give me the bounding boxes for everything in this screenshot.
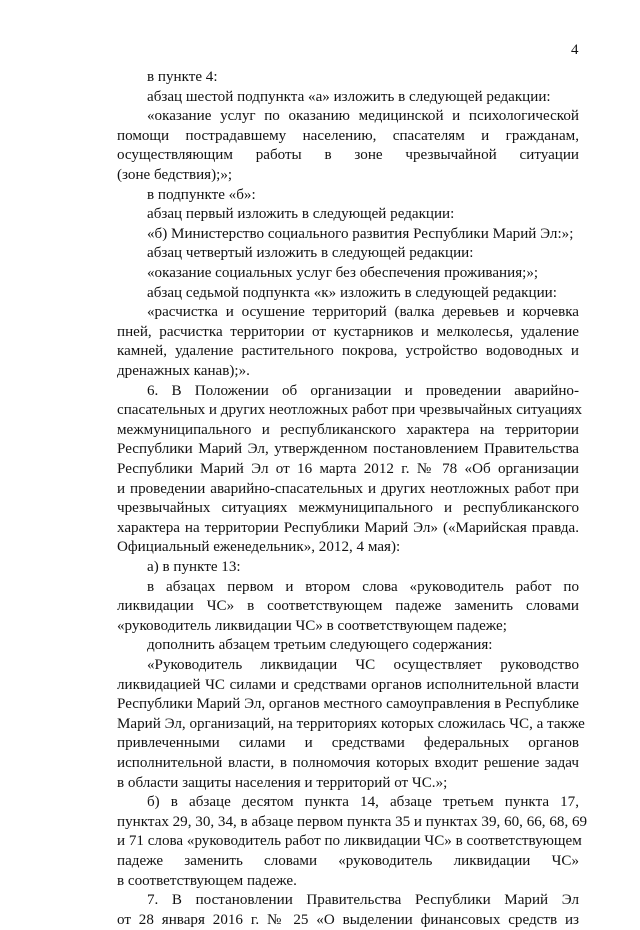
text-line: 6. В Положении об организации и проведении аварийно- bbox=[147, 382, 579, 399]
text-line: помощи пострадавшему населению, спасателям и гражданам, bbox=[117, 127, 579, 144]
text-line: абзац четвертый изложить в следующей редакции: bbox=[147, 245, 474, 262]
text-line: ликвидации ЧС» в соответствующем падеже заменить словами bbox=[117, 598, 579, 615]
text-line: Официальный еженедельник», 2012, 4 мая): bbox=[117, 539, 401, 556]
text-line: «б) Министерство социального развития Республики Марий Эл:»; bbox=[147, 225, 574, 242]
text-line: падеже заменить словами «руководитель ликвидации ЧС» bbox=[117, 853, 579, 869]
text-line: б) в абзаце десятом пункта 14, абзаце третьем пункта 17, bbox=[147, 794, 579, 811]
text-line: спасательных и других неотложных работ при чрезвычайных ситуациях bbox=[117, 402, 583, 419]
text-line: «Руководитель ликвидации ЧС осуществляет руководство bbox=[147, 657, 579, 673]
text-line: «оказание социальных услуг без обеспечения проживания;»; bbox=[147, 265, 539, 281]
text-line: Республики Марий Эл, органов местного самоуправления в Республике bbox=[117, 696, 579, 713]
text-line: «руководитель ликвидации ЧС» в соответствующем падеже; bbox=[117, 617, 507, 634]
text-line: в подпункте «б»: bbox=[147, 186, 256, 203]
text-line: межмуниципального и республиканского характера на территории bbox=[117, 421, 579, 438]
text-line: привлеченными силами и средствами федеральных органов bbox=[117, 735, 579, 752]
text-line: исполнительной власти, в полномочия которых входит решение задач bbox=[117, 755, 579, 771]
text-line: от 28 января 2016 г. № 25 «О выделении финансовых средств из bbox=[117, 911, 579, 928]
text-line: Республики Марий Эл, утвержденном постановлением Правительства bbox=[117, 441, 579, 458]
text-line: в абзацах первом и втором слова «руководитель работ по bbox=[147, 578, 579, 595]
text-line: в пункте 4: bbox=[147, 69, 218, 85]
text-line: пней, расчистка территории от кустарников и мелколесья, удаление bbox=[117, 323, 579, 340]
text-line: и проведении аварийно-спасательных и других неотложных работ при bbox=[117, 480, 579, 497]
text-line: дренажных канав);». bbox=[117, 363, 250, 379]
text-line: и 71 слова «руководитель работ по ликвидации ЧС» в соответствующем bbox=[117, 833, 582, 850]
text-line: абзац седьмой подпункта «к» изложить в следующей редакции: bbox=[147, 284, 557, 301]
text-line: в соответствующем падеже. bbox=[117, 872, 297, 889]
text-line: ликвидацией ЧС силами и средствами органов исполнительной власти bbox=[117, 676, 579, 693]
text-line: «расчистка и осушение территорий (валка деревьев и корчевка bbox=[147, 304, 579, 321]
page-number: 4 bbox=[571, 42, 579, 58]
text-line: дополнить абзацем третьим следующего содержания: bbox=[147, 637, 493, 654]
text-line: камней, удаление растительного покрова, устройство водоводных и bbox=[117, 343, 579, 360]
text-line: 7. В постановлении Правительства Республики Марий Эл bbox=[147, 892, 579, 909]
text-line: Марий Эл, организаций, на территориях которых сложилась ЧС, а также bbox=[117, 715, 585, 732]
text-line: «оказание услуг по оказанию медицинской и психологической bbox=[147, 108, 579, 125]
text-line: (зоне бедствия);»; bbox=[117, 167, 233, 183]
text-line: а) в пункте 13: bbox=[147, 559, 241, 575]
text-line: осуществляющим работы в зоне чрезвычайной ситуации bbox=[117, 147, 579, 164]
text-line: пунктах 29, 30, 34, в абзаце первом пункта 35 и пунктах 39, 60, 66, 68, 69 bbox=[117, 813, 588, 830]
text-line: в области защиты населения и территорий от ЧС.»; bbox=[117, 774, 448, 791]
text-line: абзац первый изложить в следующей редакции: bbox=[147, 206, 455, 223]
text-line: абзац шестой подпункта «а» изложить в следующей редакции: bbox=[147, 88, 551, 105]
text-line: характера на территории Республики Марий Эл» («Марийская правда. bbox=[117, 519, 579, 536]
text-line: Республики Марий Эл от 16 марта 2012 г. № 78 «Об организации bbox=[117, 461, 579, 477]
text-line: чрезвычайных ситуациях межмуниципального и республиканского bbox=[117, 500, 579, 517]
